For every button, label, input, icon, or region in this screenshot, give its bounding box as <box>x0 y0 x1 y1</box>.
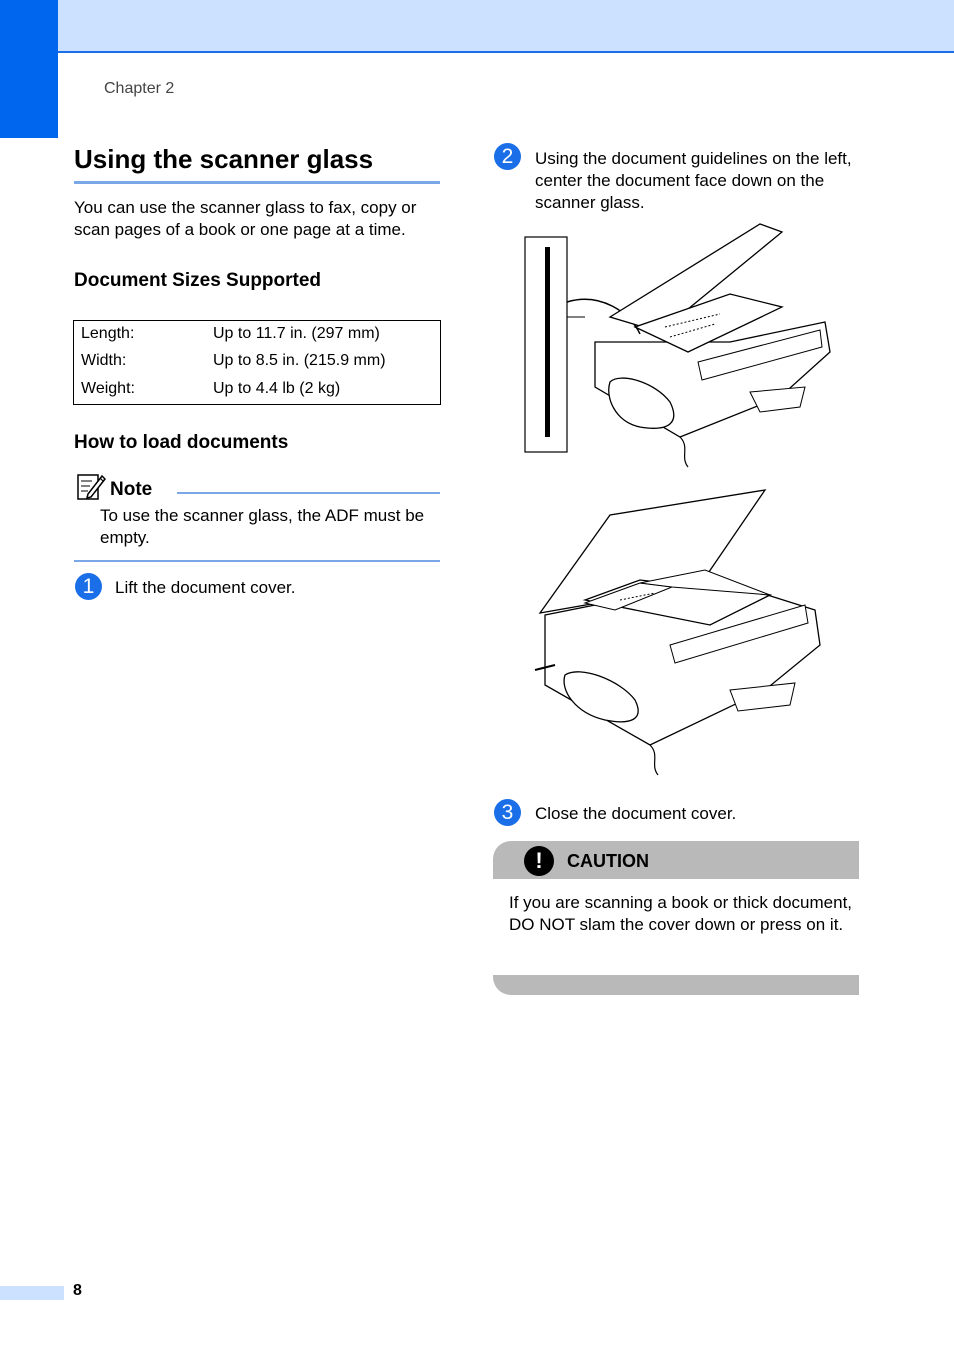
sizes-heading: Document Sizes Supported <box>74 270 322 291</box>
row-label: Length: <box>81 325 135 342</box>
step-number: 1 <box>75 573 102 600</box>
caution-title: CAUTION <box>567 851 649 871</box>
sizes-table <box>73 320 441 405</box>
note-title: Note <box>110 479 153 500</box>
load-heading: How to load documents <box>74 432 289 453</box>
row-value: Up to 11.7 in. (297 mm) <box>213 325 380 342</box>
caution-text: If you are scanning a book or thick document, DO NOT slam the cover down or press on it. <box>509 893 853 934</box>
page-number: 8 <box>73 1282 82 1299</box>
step-text: Lift the document cover. <box>115 578 296 597</box>
row-value: Up to 4.4 lb (2 kg) <box>213 380 341 397</box>
header-band <box>0 0 954 53</box>
scanner-book-illustration <box>530 485 830 780</box>
scanner-guidelines-illustration <box>520 222 840 472</box>
chapter-label: Chapter 2 <box>104 80 175 97</box>
exclamation-icon: ! <box>524 846 554 876</box>
row-label: Weight: <box>81 380 135 397</box>
page-title: Using the scanner glass <box>74 144 374 174</box>
step-number: 3 <box>494 799 521 826</box>
footer-band <box>0 1286 64 1300</box>
intro-paragraph: You can use the scanner glass to fax, copy or scan pages of a book or one page at a time. <box>74 198 417 239</box>
step-text: Using the document guidelines on the left, center the document face down on the scanner glass. <box>535 149 852 212</box>
row-value: Up to 8.5 in. (215.9 mm) <box>213 352 386 369</box>
caution-footer <box>493 975 859 995</box>
chapter-tab <box>0 0 58 138</box>
row-label: Width: <box>81 352 127 369</box>
step-number: 2 <box>494 143 521 170</box>
note-rule <box>177 492 440 494</box>
step-text: Close the document cover. <box>535 804 737 823</box>
note-text: To use the scanner glass, the ADF must be empty. <box>100 506 425 547</box>
title-rule <box>74 181 440 184</box>
note-pencil-icon <box>76 472 106 502</box>
note-rule <box>74 560 440 562</box>
